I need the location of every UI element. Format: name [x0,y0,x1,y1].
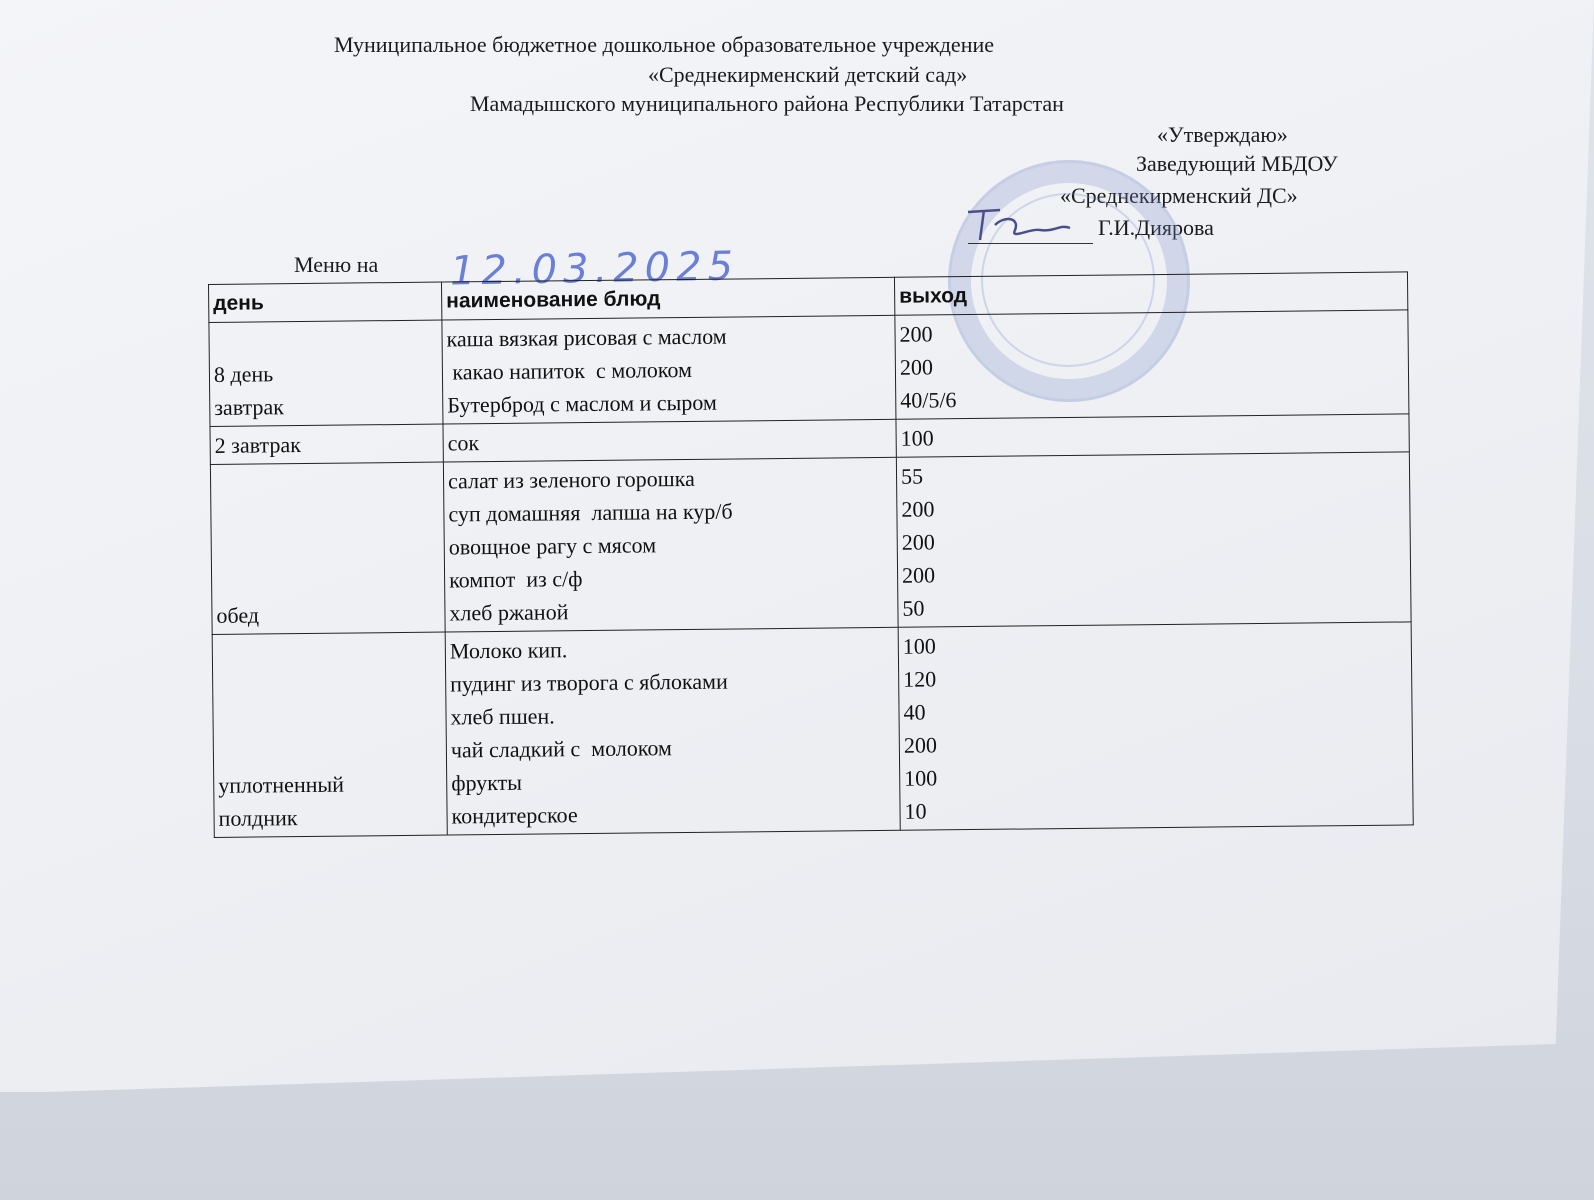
dishes-cell: Молоко кип. пудинг из творога с яблоками хлеб пшен. чай сладкий с молоком фрукты кондитерское [445,627,900,835]
header-dish: наименование блюд [441,277,894,320]
org-name-line3: Мамадышского муниципального района Республики Татарстан [470,91,1064,116]
menu-table [208,271,1414,838]
meal-cell: уплотненный полдник [212,632,447,837]
menu-date-handwritten: 12.03.2025 [449,243,740,295]
approver-institution: «Среднекирменский ДС» [1060,183,1298,208]
dishes-cell: каша вязкая рисовая с маслом какао напиток с молоком Бутерброд с маслом и сыром [442,315,896,424]
dishes-cell: салат из зеленого горошка суп домашняя лапша на кур/б овощное рагу с мясом компот из с/ф хлеб ржаной [443,457,898,632]
table-row [212,622,1413,838]
yields-cell: 100 120 40 200 100 10 [898,622,1413,830]
menu-label: Меню на [294,252,379,277]
table-row [209,310,1409,427]
org-name-line2: «Среднекирменский детский сад» [648,62,968,87]
approver-position: Заведующий МБДОУ [1136,151,1338,176]
header-yield: выход [894,272,1407,315]
dishes-cell: сок [443,419,896,462]
header-day: день [209,282,442,322]
approver-name: Г.И.Диярова [1098,215,1214,240]
signature-line [968,243,1093,244]
table-row [210,452,1411,635]
approval-label: «Утверждаю» [1157,122,1288,147]
meal-cell: 8 день завтрак [209,320,443,426]
meal-cell: 2 завтрак [210,424,443,464]
yields-cell: 55 200 200 200 50 [896,452,1411,627]
meal-cell: обед [210,462,445,634]
org-name-line1: Муниципальное бюджетное дошкольное образовательное учреждение [334,32,994,57]
yields-cell: 200 200 40/5/6 [895,310,1409,419]
yields-cell: 100 [896,414,1409,457]
